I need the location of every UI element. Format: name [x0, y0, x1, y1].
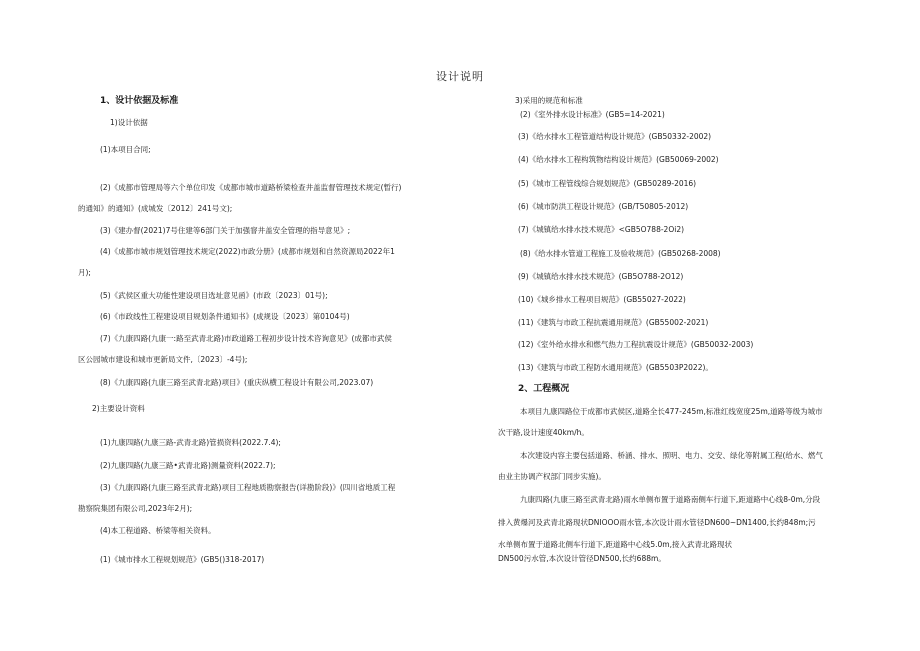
data-item: (1)九康四路(九康三路-武青北路)管损资料(2022.7.4);	[100, 438, 281, 447]
standard-item: (9)《城镇给水排水技术规范》(GB5O788-2O12)	[518, 272, 684, 281]
basis-item: (6)《市政线性工程建设项目规划条件通知书》(成规设〔2023〕第0104号)	[100, 312, 350, 321]
section-heading-overview: 2、工程概况	[518, 384, 570, 394]
overview-line: 九康四路(九康三路至武青北路)雨水单侧布置于道路南侧车行道下,距道路中心线8-0m,分段	[520, 495, 821, 504]
standard-item: (3)《给水排水工程管道结构设计规范》(GB50332-2002)	[518, 132, 712, 141]
basis-item-continued: 区公园城市建设和城市更新局文件,〔2023〕-4号);	[78, 355, 248, 364]
standard-item: (6)《城市防洪工程设计规范》(GB/T50805-2012)	[518, 202, 689, 211]
data-item: (4)本工程道路、桥梁等相关资料。	[100, 526, 216, 535]
standard-item: (7)《城镇给水排水技术规范》<GB5O788-2Oi2)	[518, 225, 685, 234]
basis-item: (4)《成都市城市规划管理技术规定(2022)市政分册》(成都市规划和自然资源局2022年1	[100, 247, 395, 256]
basis-item: (7)《九康四路(九康一:路至武青北路)市政道路工程初步设计技术咨询意见》(成都市武侯	[100, 334, 392, 343]
basis-item-continued: 的通知》的通知》(成城发〔2012〕241号文);	[78, 204, 233, 213]
subsection-standards: 3)采用的规范和标准	[515, 96, 583, 105]
overview-line: 本次建设内容主要包括道路、桥涵、排水、照明、电力、交安、绿化等附属工程(给水、燃气	[520, 451, 823, 460]
standard-item: (8)《给水排水管道工程施工及验收规范》(GB50268-2008)	[520, 249, 721, 258]
basis-item-continued: 月);	[78, 268, 91, 277]
subsection-design-basis: 1)设计依据	[110, 118, 148, 127]
overview-line: 次干路,设计速度40km/h。	[498, 428, 589, 437]
standard-item: (12)《室外给水排水和燃气热力工程抗震设计规范》(GB50032-2003)	[518, 340, 754, 349]
page-title: 设计说明	[436, 70, 484, 83]
overview-line: 排入黄爆河及武青北路现状DNIOOO雨水管,本次设计雨水管径DN600~DN1400,长约848m;污	[498, 518, 816, 527]
basis-item: (2)《成都市管理局等六个单位印发《成都市城市道路桥梁检查井盖监督管理技术规定(暂行)	[100, 183, 402, 192]
overview-line: 本项目九康四路位于成都市武侯区,道路全长477-245m,标准红线宽度25m,道路等级为城市	[520, 407, 823, 416]
standard-item: (10)《城乡排水工程项目规范》(GB55027-2022)	[518, 295, 686, 304]
standard-item: (2)《室外排水设计标准》(GB5=14-2021)	[520, 110, 665, 119]
standard-item: (13)《建筑与市政工程防水通用规范》(GB5503P2022)。	[518, 363, 713, 372]
basis-item: (1)本项目合同;	[100, 145, 151, 154]
overview-line: 由业主协调产权部门同步实施)。	[498, 472, 606, 481]
basis-item: (8)《九康四路(九康三路至武青北路)项目》(重庆纵横工程设计有限公司,2023.07)	[100, 378, 374, 387]
standard-item: (1)《城市排水工程规划规范》(GB5()318-2017)	[100, 555, 265, 564]
standard-item: (5)《城市工程管线综合规划规范》(GB50289-2016)	[518, 179, 697, 188]
data-item: (2)九康四路(九康三路•武青北路)测量资料(2022.7);	[100, 461, 276, 470]
standard-item: (4)《给水排水工程构筑物结构设计规范》(GB50069-2002)	[518, 155, 719, 164]
data-item-continued: 勘察院集团有限公司,2023年2月);	[78, 504, 193, 513]
subsection-main-data: 2)主要设计资料	[92, 404, 145, 413]
basis-item: (5)《武侯区重大功能性建设项目选址意见函》(市政〔2023〕01号);	[100, 291, 328, 300]
section-heading-design-basis: 1、设计依据及标准	[100, 96, 179, 106]
overview-line: DN500污水管,本次设计管径DN500,长约688m。	[498, 554, 666, 563]
data-item: (3)《九康四路(九康三路至武青北路)项目工程地质勘察报告(详勘阶段)》(四川省地质工程	[100, 483, 396, 492]
overview-line: 水单侧布置于道路北侧车行道下,距道路中心线5.0m,接入武青北路现状	[498, 540, 732, 549]
basis-item: (3)《建办督(2021)7号住建等6部门关于加强窨井盖安全管理的指导意见》;	[100, 226, 351, 235]
standard-item: (11)《建筑与市政工程抗震通用规范》(GB55002-2021)	[518, 318, 709, 327]
